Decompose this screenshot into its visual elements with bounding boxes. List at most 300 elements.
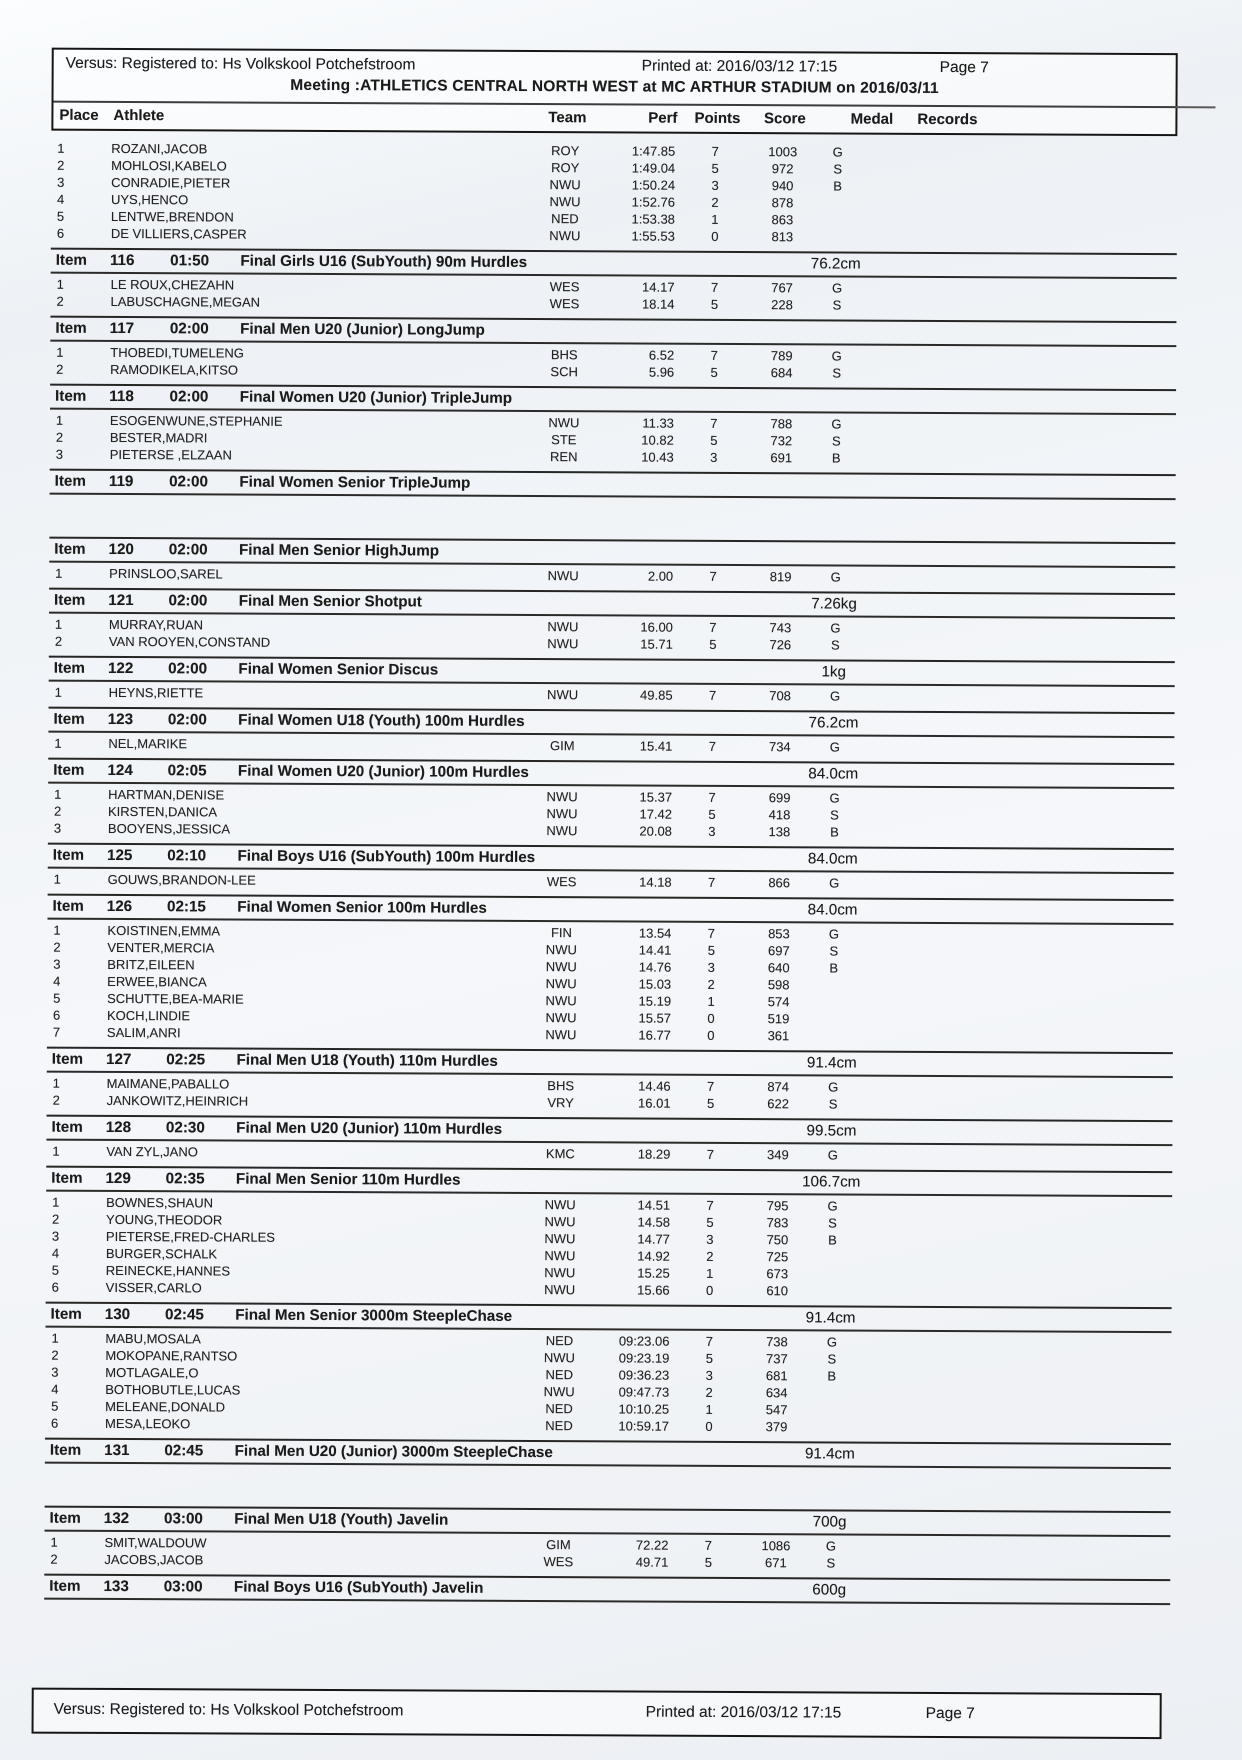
section-item-word: Item — [53, 659, 86, 677]
cell-score: 640 — [767, 960, 790, 976]
section-item-number: 128 — [105, 1118, 132, 1137]
section-item-word: Item — [49, 1441, 82, 1459]
cell-place: 1 — [54, 786, 62, 802]
cell-athlete: HARTMAN,DENISE — [108, 786, 225, 803]
cell-team: NWU — [544, 1214, 576, 1230]
cell-place: 4 — [51, 1245, 60, 1261]
section-header — [46, 1115, 1172, 1147]
cell-medal: B — [828, 1232, 837, 1248]
cell-perf: 15.37 — [639, 789, 673, 805]
cell-records — [863, 628, 1175, 630]
section-time: 02:00 — [169, 473, 209, 491]
cell-team: NWU — [545, 959, 577, 975]
cell-score: 874 — [767, 1079, 790, 1095]
cell-records — [865, 288, 1177, 290]
cell-place: 2 — [52, 1211, 60, 1227]
section-item-word: Item — [54, 540, 86, 558]
cell-perf: 20.08 — [639, 823, 672, 839]
cell-medal: G — [828, 1079, 839, 1095]
cell-place: 1 — [56, 344, 64, 360]
section-spec: 1kg — [821, 663, 847, 681]
cell-records — [862, 832, 1174, 834]
cell-score: 767 — [771, 280, 793, 296]
cell-team: KMC — [545, 1146, 575, 1162]
cell-team: NWU — [549, 228, 581, 244]
section-item-number: 124 — [107, 761, 133, 780]
section-title: Final Men Senior 3000m SteepleChase — [235, 1306, 513, 1325]
cell-team: NWU — [546, 823, 578, 839]
cell-points: 1 — [707, 993, 715, 1009]
section-rows — [50, 410, 1176, 470]
section-title: Final Men U20 (Junior) 110m Hurdles — [236, 1119, 503, 1138]
header-printed-text: Printed at: 2016/03/12 17:15 — [641, 57, 838, 76]
cell-points: 5 — [711, 160, 719, 176]
cell-athlete: MABU,MOSALA — [105, 1330, 201, 1347]
cell-place: 1 — [52, 1143, 60, 1159]
cell-medal: S — [830, 637, 840, 653]
cell-perf: 15.03 — [638, 976, 672, 992]
cell-records — [861, 1019, 1173, 1021]
cell-records — [860, 1206, 1172, 1208]
cell-perf: 15.66 — [637, 1282, 670, 1298]
section-time: 02:25 — [166, 1051, 206, 1069]
cell-records — [861, 934, 1173, 936]
cell-place: 1 — [53, 871, 61, 887]
cell-athlete: BRITZ,EILEEN — [107, 956, 195, 973]
cell-records — [862, 815, 1174, 817]
cell-athlete: SMIT,WALDOUW — [104, 1534, 207, 1551]
cell-perf: 1:49.04 — [631, 160, 676, 176]
section-spec: 84.0cm — [807, 850, 858, 868]
cell-place: 5 — [51, 1262, 60, 1278]
section-title: Final Men Senior Shotput — [238, 592, 422, 611]
cell-perf: 14.77 — [637, 1231, 670, 1247]
cell-records — [862, 747, 1174, 749]
cell-records — [861, 968, 1173, 970]
cell-records — [859, 1359, 1171, 1361]
cell-points: 2 — [711, 194, 719, 210]
cell-medal: S — [833, 161, 843, 177]
cell-perf: 49.85 — [640, 687, 673, 703]
cell-score: 789 — [770, 348, 793, 364]
section-time: 02:00 — [168, 660, 208, 678]
cell-team: NWU — [547, 568, 579, 584]
cell-place: 1 — [56, 276, 64, 292]
cell-perf: 09:47.73 — [618, 1384, 670, 1400]
cell-team: NED — [545, 1367, 574, 1383]
section-time: 02:35 — [165, 1170, 205, 1188]
cell-perf: 18.14 — [641, 296, 675, 312]
cell-score: 361 — [767, 1028, 790, 1044]
section-rows — [46, 1192, 1172, 1303]
section-header — [45, 1438, 1171, 1470]
cell-place: 2 — [54, 633, 63, 649]
section-item-number: 116 — [109, 251, 135, 270]
cell-score: 681 — [765, 1368, 788, 1384]
section-title: Final Women U20 (Junior) TripleJump — [239, 388, 513, 407]
section-header — [48, 894, 1174, 926]
cell-place: 1 — [57, 140, 65, 156]
cell-place: 1 — [52, 1194, 60, 1210]
cell-points: 2 — [707, 976, 715, 992]
section-header — [47, 1047, 1173, 1079]
cell-perf: 10.82 — [641, 432, 674, 448]
cell-team: NWU — [547, 619, 579, 635]
cell-perf: 14.46 — [638, 1078, 671, 1094]
cell-team: SCH — [550, 364, 578, 380]
section-title: Final Men Senior HighJump — [238, 541, 440, 560]
cell-athlete: JANKOWITZ,HEINRICH — [106, 1092, 249, 1109]
section-rows — [49, 614, 1175, 657]
cell-points: 7 — [710, 415, 718, 431]
cell-points: 3 — [708, 823, 716, 839]
cell-points: 7 — [706, 1197, 714, 1213]
cell-score: 743 — [769, 620, 792, 636]
cell-score: 819 — [769, 569, 792, 585]
cell-score: 699 — [768, 790, 791, 806]
cell-athlete: GOUWS,BRANDON-LEE — [107, 871, 256, 888]
footer-printed-text: Printed at: 2016/03/12 17:15 — [645, 1703, 842, 1722]
cell-team: NWU — [545, 993, 577, 1009]
cell-medal: G — [829, 875, 840, 891]
section-title: Final Women Senior TripleJump — [239, 473, 471, 492]
section-title: Final Women U20 (Junior) 100m Hurdles — [237, 762, 529, 782]
cell-score: 1003 — [768, 144, 798, 160]
cell-team: STE — [551, 432, 577, 448]
cell-athlete: NEL,MARIKE — [108, 735, 188, 752]
section-item-word: Item — [50, 1305, 82, 1323]
cell-records — [865, 305, 1177, 307]
cell-place: 3 — [53, 956, 61, 972]
section-item-word: Item — [55, 319, 87, 337]
section-header — [49, 537, 1175, 569]
cell-athlete: YOUNG,THEODOR — [106, 1211, 223, 1228]
cell-perf: 18.29 — [637, 1146, 671, 1162]
cell-perf: 16.01 — [638, 1095, 671, 1111]
cell-points: 5 — [710, 296, 719, 312]
cell-score: 940 — [771, 178, 794, 194]
cell-score: 788 — [770, 416, 793, 432]
cell-medal: G — [829, 739, 840, 755]
event-section — [50, 248, 1176, 317]
cell-medal: S — [831, 433, 841, 449]
section-title: Final Women Senior 100m Hurdles — [237, 898, 487, 917]
section-item-number: 117 — [109, 319, 135, 338]
cell-perf: 14.17 — [642, 279, 675, 295]
cell-points: 0 — [705, 1418, 713, 1434]
section-rows — [47, 920, 1174, 1048]
section-item-number: 120 — [108, 540, 134, 559]
cell-records — [865, 186, 1177, 188]
cell-records — [865, 220, 1177, 222]
cell-records — [863, 645, 1175, 647]
cell-medal: G — [832, 280, 843, 296]
section-item-number: 125 — [107, 846, 133, 865]
cell-records — [865, 237, 1177, 239]
cell-place: 2 — [56, 361, 64, 377]
cell-place: 3 — [55, 446, 64, 462]
section-time: 03:00 — [163, 1578, 203, 1596]
section-item-word: Item — [55, 251, 88, 269]
section-time: 02:15 — [166, 898, 206, 916]
cell-medal: S — [832, 365, 842, 381]
cell-medal: G — [830, 620, 841, 636]
cell-perf: 10.43 — [641, 449, 674, 465]
cell-perf: 16.00 — [640, 619, 673, 635]
cell-points: 0 — [706, 1282, 714, 1298]
cell-team: NWU — [545, 1027, 577, 1043]
cell-team: NWU — [544, 1282, 576, 1298]
cell-points: 2 — [706, 1248, 714, 1264]
cell-score: 691 — [770, 450, 793, 466]
cell-place: 1 — [54, 735, 62, 751]
section-title: Final Men U18 (Youth) Javelin — [234, 1510, 449, 1529]
cell-perf: 14.92 — [637, 1248, 670, 1264]
cell-points: 5 — [709, 636, 717, 652]
cell-score: 866 — [768, 875, 791, 891]
cell-points: 7 — [705, 1333, 714, 1349]
cell-medal: G — [827, 1198, 838, 1214]
cell-score: 622 — [767, 1096, 789, 1112]
cell-athlete: BESTER,MADRI — [109, 429, 208, 446]
cell-medal: G — [826, 1334, 838, 1350]
meeting-title: Meeting :ATHLETICS CENTRAL NORTH WEST at MC ARTHUR STADIUM on 2016/03/11 — [290, 76, 939, 98]
footer-page-number: Page 7 — [925, 1704, 975, 1723]
section-time: 02:00 — [168, 541, 208, 559]
section-rows — [44, 1600, 1170, 1643]
cell-place: 4 — [51, 1381, 59, 1397]
cell-records — [864, 458, 1176, 460]
cell-score: 379 — [765, 1419, 788, 1435]
section-rows — [50, 342, 1176, 385]
cell-records — [859, 1393, 1171, 1395]
section-rows — [50, 274, 1176, 317]
footer-registered-text: Versus: Registered to: Hs Volkskool Potchefstroom — [53, 1700, 404, 1720]
cell-athlete: VAN ZYL,JANO — [106, 1143, 198, 1160]
cell-athlete: VENTER,MERCIA — [107, 939, 215, 956]
cell-records — [861, 1104, 1173, 1106]
cell-perf: 15.41 — [639, 738, 673, 754]
cell-medal: S — [826, 1555, 836, 1571]
cell-records — [858, 1563, 1170, 1565]
section-item-number: 130 — [104, 1305, 131, 1324]
section-time: 02:45 — [165, 1306, 204, 1324]
cell-points: 3 — [706, 1231, 714, 1247]
cell-medal: B — [831, 450, 841, 466]
event-section — [49, 656, 1175, 708]
cell-team: ROY — [551, 160, 580, 176]
cell-athlete: ESOGENWUNE,STEPHANIE — [109, 412, 283, 429]
event-section — [45, 1302, 1172, 1439]
cell-team: VRY — [547, 1095, 574, 1111]
cell-points: 7 — [708, 789, 716, 805]
cell-score: 519 — [767, 1011, 790, 1027]
cell-score: 732 — [770, 433, 793, 449]
column-header-team: Team — [548, 109, 587, 127]
section-item-number: 129 — [105, 1169, 131, 1188]
cell-place: 1 — [54, 684, 62, 700]
cell-score: 878 — [771, 195, 794, 211]
cell-athlete: REINECKE,HANNES — [105, 1262, 231, 1279]
cell-team: WES — [549, 296, 580, 312]
cell-points: 7 — [706, 1146, 715, 1162]
cell-perf: 14.76 — [638, 959, 672, 975]
section-time: 02:00 — [168, 592, 208, 610]
cell-team: NWU — [548, 415, 580, 431]
cell-perf: 1:52.76 — [631, 194, 676, 210]
cell-perf: 1:47.85 — [631, 143, 676, 159]
cell-athlete: PRINSLOO,SAREL — [109, 565, 223, 582]
cell-records — [860, 1155, 1172, 1157]
cell-team: NED — [545, 1418, 573, 1434]
section-item-word: Item — [49, 1577, 81, 1595]
cell-score: 697 — [767, 943, 790, 959]
cell-points: 5 — [710, 364, 718, 380]
cell-score: 737 — [765, 1351, 788, 1367]
section-item-number: 132 — [103, 1509, 130, 1528]
cell-score: 574 — [767, 994, 790, 1010]
cell-athlete: BURGER,SCHALK — [105, 1245, 218, 1262]
section-header — [48, 758, 1174, 790]
cell-team: GIM — [546, 1537, 571, 1553]
cell-team: NWU — [546, 789, 578, 805]
section-rows — [45, 1464, 1171, 1507]
section-time: 02:00 — [169, 320, 209, 338]
cell-perf: 14.18 — [639, 874, 672, 890]
cell-score: 418 — [768, 807, 791, 823]
cell-place: 2 — [56, 293, 64, 309]
cell-medal: S — [828, 1215, 837, 1231]
section-item-number: 118 — [109, 387, 134, 406]
result-row — [48, 735, 1174, 758]
cell-place: 4 — [53, 973, 61, 989]
cell-place: 6 — [53, 1007, 61, 1023]
cell-perf: 1:53.38 — [631, 211, 675, 227]
section-rows — [44, 1532, 1170, 1575]
cell-score: 1086 — [761, 1538, 791, 1554]
cell-athlete: PIETERSE ,ELZAAN — [109, 446, 232, 463]
event-section — [46, 1115, 1172, 1167]
cell-records — [865, 152, 1177, 154]
cell-place: 2 — [53, 939, 61, 955]
section-spec: 76.2cm — [808, 714, 859, 732]
cell-points: 7 — [708, 738, 717, 754]
section-header — [45, 1506, 1171, 1538]
cell-medal: S — [829, 943, 839, 959]
cell-perf: 17.42 — [639, 806, 673, 822]
cell-records — [864, 441, 1176, 443]
cell-place: 6 — [51, 1279, 59, 1295]
section-item-number: 126 — [106, 897, 133, 916]
cell-perf: 1:50.24 — [631, 177, 676, 193]
section-title: Final Men Senior 110m Hurdles — [235, 1170, 461, 1189]
section-item-number: 121 — [108, 591, 134, 610]
cell-perf: 2.00 — [647, 568, 674, 584]
cell-team: REN — [550, 449, 578, 465]
cell-records — [864, 356, 1176, 358]
section-item-number: 127 — [106, 1050, 132, 1069]
cell-place: 2 — [52, 1092, 60, 1108]
event-section — [51, 138, 1177, 249]
cell-records — [863, 577, 1175, 579]
cell-records — [864, 373, 1176, 375]
cell-medal: B — [827, 1368, 837, 1384]
cell-points: 1 — [705, 1401, 713, 1417]
section-spec: 91.4cm — [804, 1445, 855, 1463]
cell-place: 1 — [55, 565, 63, 581]
cell-athlete: LENTWE,BRENDON — [110, 208, 234, 225]
header-page-number: Page 7 — [939, 59, 989, 77]
cell-score: 734 — [768, 739, 791, 755]
section-spec: 106.7cm — [802, 1173, 861, 1191]
cell-perf: 09:23.06 — [618, 1333, 670, 1349]
cell-score: 725 — [766, 1249, 789, 1265]
cell-place: 6 — [51, 1415, 59, 1431]
section-spec: 99.5cm — [806, 1122, 857, 1140]
cell-athlete: KIRSTEN,DANICA — [107, 803, 218, 820]
cell-points: 7 — [704, 1537, 713, 1553]
section-header — [49, 588, 1175, 620]
cell-score: 972 — [771, 161, 794, 177]
cell-points: 3 — [707, 959, 715, 975]
section-header — [50, 469, 1176, 501]
cell-records — [860, 1274, 1172, 1276]
cell-perf: 72.22 — [635, 1537, 669, 1553]
cell-athlete: LABUSCHAGNE,MEGAN — [110, 293, 261, 310]
cell-medal: B — [830, 824, 839, 840]
cell-records — [860, 1257, 1172, 1259]
cell-medal: G — [831, 416, 842, 432]
column-header-score: Score — [764, 110, 806, 128]
cell-records — [861, 1087, 1173, 1089]
cell-place: 2 — [55, 429, 64, 445]
cell-medal: G — [827, 1147, 838, 1163]
cell-place: 5 — [56, 208, 65, 224]
cell-score: 228 — [771, 297, 793, 313]
cell-records — [863, 696, 1175, 698]
cell-perf: 16.77 — [638, 1027, 671, 1043]
cell-team: WES — [543, 1554, 574, 1570]
section-time: 02:00 — [167, 711, 207, 729]
section-item-word: Item — [54, 591, 86, 609]
cell-athlete: MESA,LEOKO — [105, 1415, 191, 1432]
cell-athlete: LE ROUX,CHEZAHN — [110, 276, 235, 293]
cell-perf: 09:36.23 — [618, 1367, 670, 1383]
column-header-records: Records — [917, 110, 978, 129]
cell-records — [864, 424, 1176, 426]
cell-team: WES — [549, 279, 580, 295]
cell-records — [861, 1036, 1173, 1038]
cell-points: 1 — [711, 211, 719, 227]
cell-score: 750 — [766, 1232, 789, 1248]
cell-team: BHS — [550, 347, 578, 363]
cell-place: 2 — [53, 803, 62, 819]
section-spec: 76.2cm — [810, 255, 861, 273]
cell-perf: 15.19 — [638, 993, 672, 1009]
cell-team: NWU — [544, 1248, 576, 1264]
section-item-word: Item — [53, 710, 85, 728]
section-header — [48, 707, 1174, 739]
cell-athlete: SALIM,ANRI — [106, 1024, 181, 1041]
cell-athlete: UYS,HENCO — [110, 191, 189, 208]
cell-team: BHS — [547, 1078, 575, 1094]
section-header — [50, 384, 1176, 416]
section-time: 03:00 — [164, 1510, 203, 1528]
cell-team: NWU — [546, 806, 578, 822]
cell-records — [862, 798, 1174, 800]
cell-perf: 15.71 — [640, 636, 673, 652]
cell-records — [865, 169, 1177, 171]
